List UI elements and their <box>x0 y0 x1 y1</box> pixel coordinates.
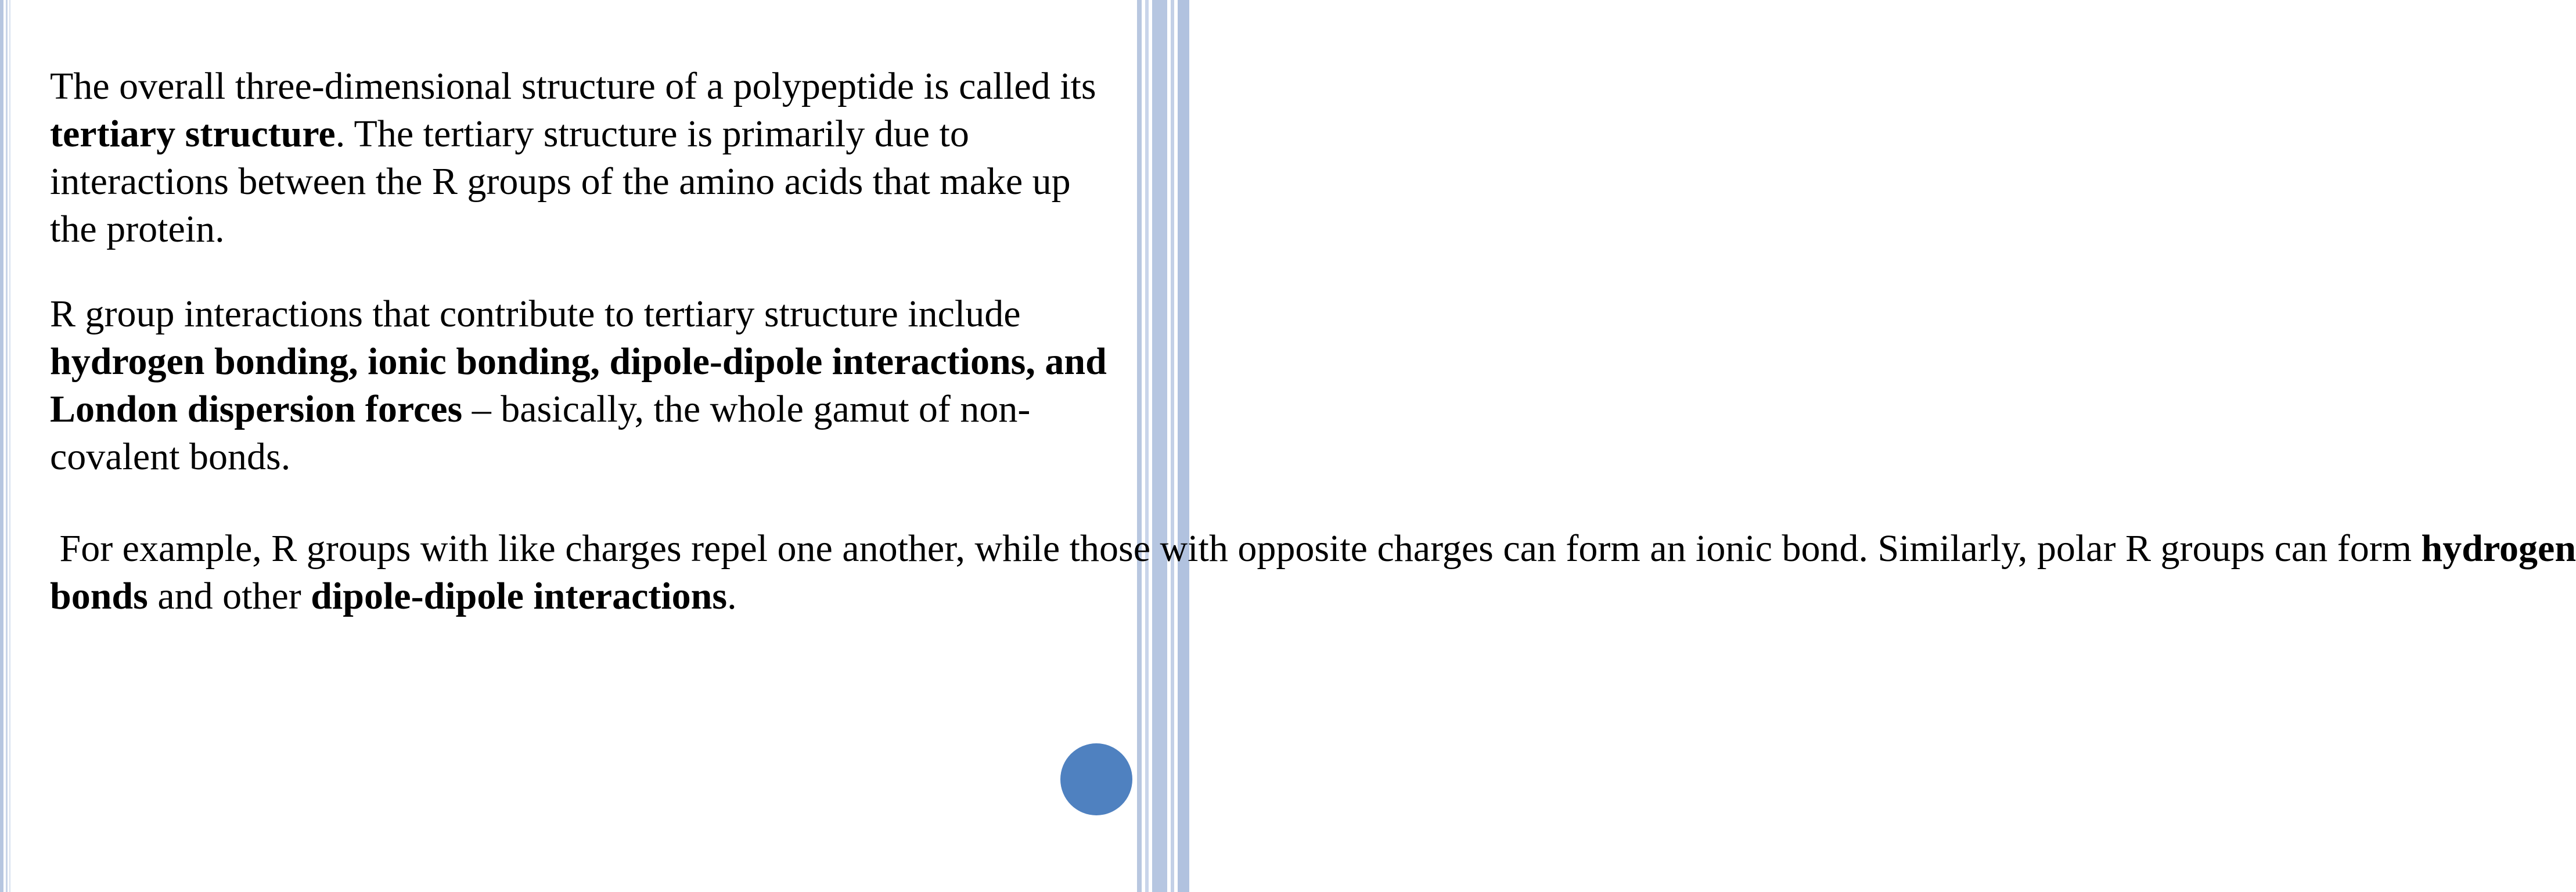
right-border-band <box>1152 0 1167 892</box>
bold-term: dipole-dipole interactions <box>311 575 728 617</box>
paragraph-text: . <box>727 575 737 617</box>
paragraph-r-group-interactions <box>50 290 1107 481</box>
paragraph-text: and other <box>147 575 311 617</box>
left-border-line <box>0 0 3 892</box>
paragraph-text: The overall three-dimensional structure of a polypeptide is called its <box>50 65 1096 107</box>
right-border-band <box>1178 0 1189 892</box>
decorative-circle <box>1060 743 1132 815</box>
bold-term: hydrogen bonds <box>50 527 2576 617</box>
bold-term: hydrogen bonding, ionic bonding, dipole-dipole interactions, and London dispersion forces <box>50 340 1107 430</box>
right-border-band <box>1145 0 1149 892</box>
paragraph-tertiary-structure <box>50 63 1107 253</box>
slide-body <box>50 63 2576 620</box>
right-border-band <box>1137 0 1142 892</box>
right-border-band <box>1171 0 1174 892</box>
left-border-line <box>6 0 8 892</box>
paragraph-text: . The tertiary structure is primarily due to interactions between the R groups of the amino acids that make up the protein. <box>50 113 1071 250</box>
paragraph-text: – basically, the whole gamut of non-covalent bonds. <box>50 388 1031 478</box>
bold-term: tertiary structure <box>50 113 336 155</box>
paragraph-text: R group interactions that contribute to tertiary structure include <box>50 293 1021 335</box>
left-border-line <box>9 0 10 892</box>
paragraph-text: For example, R groups with like charges repel one another, while those with opposite charges can form an ionic bond. Similarly, polar R groups can form <box>50 527 2422 570</box>
paragraph-example <box>50 525 2576 620</box>
